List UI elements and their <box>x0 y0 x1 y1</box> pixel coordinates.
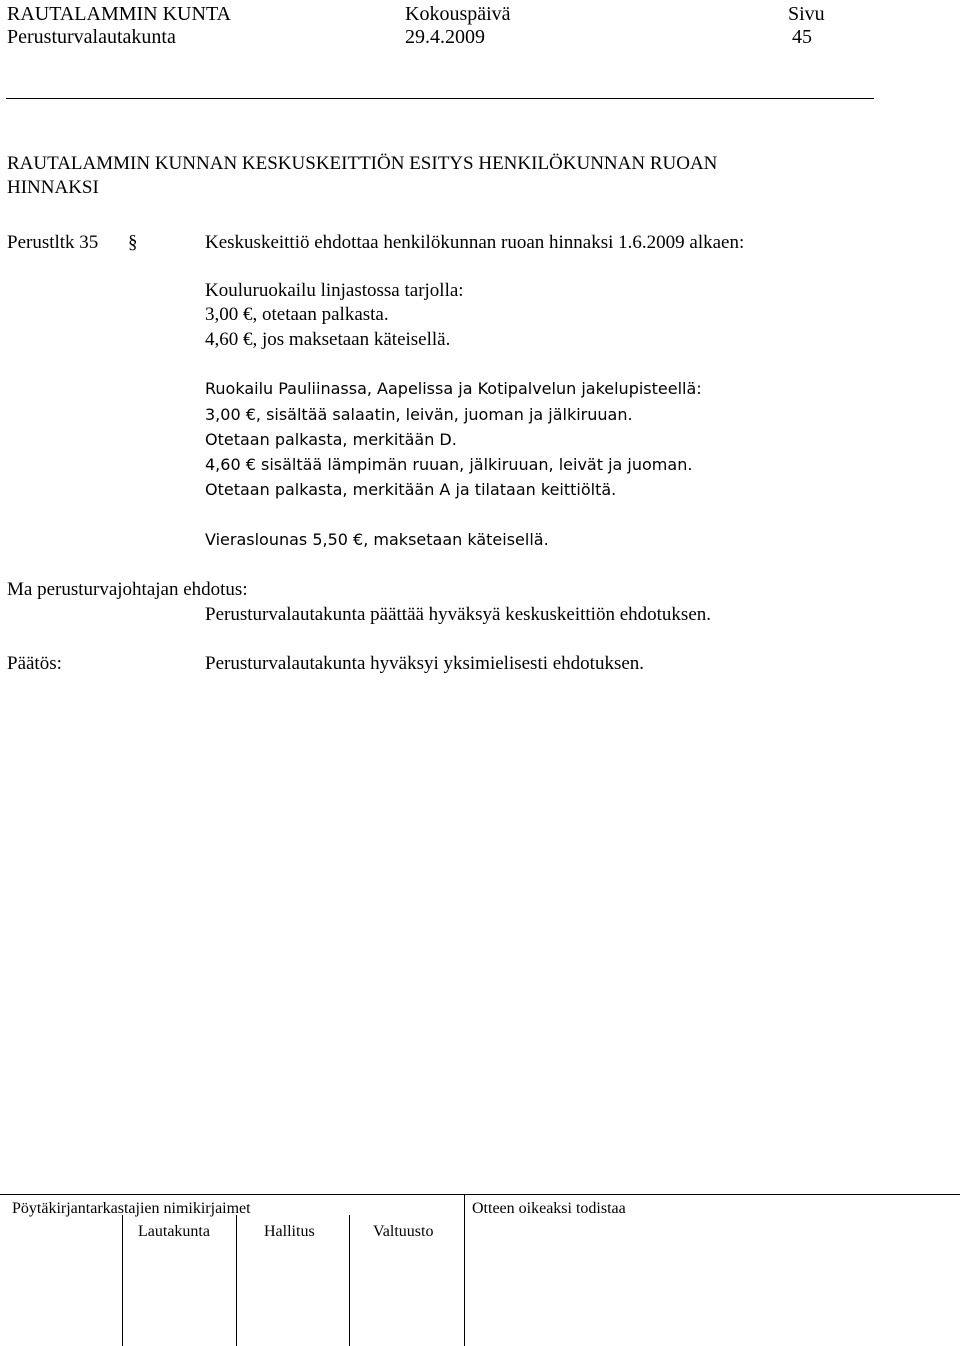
decision-label: Päätös: <box>7 653 62 674</box>
header-board: Perusturvalautakunta <box>7 26 176 48</box>
header-page-label: Sivu <box>788 3 825 25</box>
header-meeting-label: Kokouspäivä <box>405 3 511 25</box>
section-intro: Keskuskeittiö ehdottaa henkilökunnan ruoan hinnaksi 1.6.2009 alkaen: <box>205 232 745 253</box>
document-title-line-2: HINNAKSI <box>7 177 99 198</box>
footer-col-lautakunta: Lautakunta <box>138 1223 210 1240</box>
block2-line-1: Ruokailu Pauliinassa, Aapelissa ja Kotipalvelun jakelupisteellä: <box>205 379 702 398</box>
header-date: 29.4.2009 <box>405 26 485 48</box>
header-page-number: 45 <box>792 26 812 48</box>
paragraph-symbol: § <box>128 232 138 253</box>
decision-text: Perusturvalautakunta hyväksyi yksimielisesti ehdotuksen. <box>205 653 645 674</box>
proposal-label: Ma perusturvajohtajan ehdotus: <box>7 579 248 600</box>
footer-divider-4 <box>464 1195 465 1346</box>
section-ref: Perustltk 35 <box>7 232 99 253</box>
footer-col-hallitus: Hallitus <box>264 1223 315 1240</box>
block1-line-1: Kouluruokailu linjastossa tarjolla: <box>205 280 464 301</box>
footer-col-valtuusto: Valtuusto <box>373 1223 434 1240</box>
block2-line-4: 4,60 € sisältää lämpimän ruuan, jälkiruuan, leivät ja juoman. <box>205 455 693 474</box>
guest-lunch: Vieraslounas 5,50 €, maksetaan käteisellä. <box>205 530 549 549</box>
document-title-line-1: RAUTALAMMIN KUNNAN KESKUSKEITTIÖN ESITYS HENKILÖKUNNAN RUOAN <box>7 153 718 174</box>
block1-line-3: 4,60 €, jos maksetaan käteisellä. <box>205 329 451 350</box>
block2-line-2: 3,00 €, sisältää salaatin, leivän, juoman ja jälkiruuan. <box>205 405 633 424</box>
footer-divider-1 <box>122 1215 123 1346</box>
footer-certified-label: Otteen oikeaksi todistaa <box>472 1200 626 1217</box>
block2-line-5: Otetaan palkasta, merkitään A ja tilataan keittiöltä. <box>205 480 617 499</box>
footer-divider-2 <box>236 1215 237 1346</box>
block2-line-3: Otetaan palkasta, merkitään D. <box>205 430 457 449</box>
footer-signatures-label: Pöytäkirjantarkastajien nimikirjaimet <box>12 1200 251 1217</box>
header-divider <box>6 98 874 99</box>
header-org: RAUTALAMMIN KUNTA <box>7 3 232 25</box>
signature-footer <box>0 1194 960 1346</box>
footer-divider-3 <box>349 1215 350 1346</box>
block1-line-2: 3,00 €, otetaan palkasta. <box>205 304 389 325</box>
proposal-text: Perusturvalautakunta päättää hyväksyä keskuskeittiön ehdotuksen. <box>205 604 712 625</box>
